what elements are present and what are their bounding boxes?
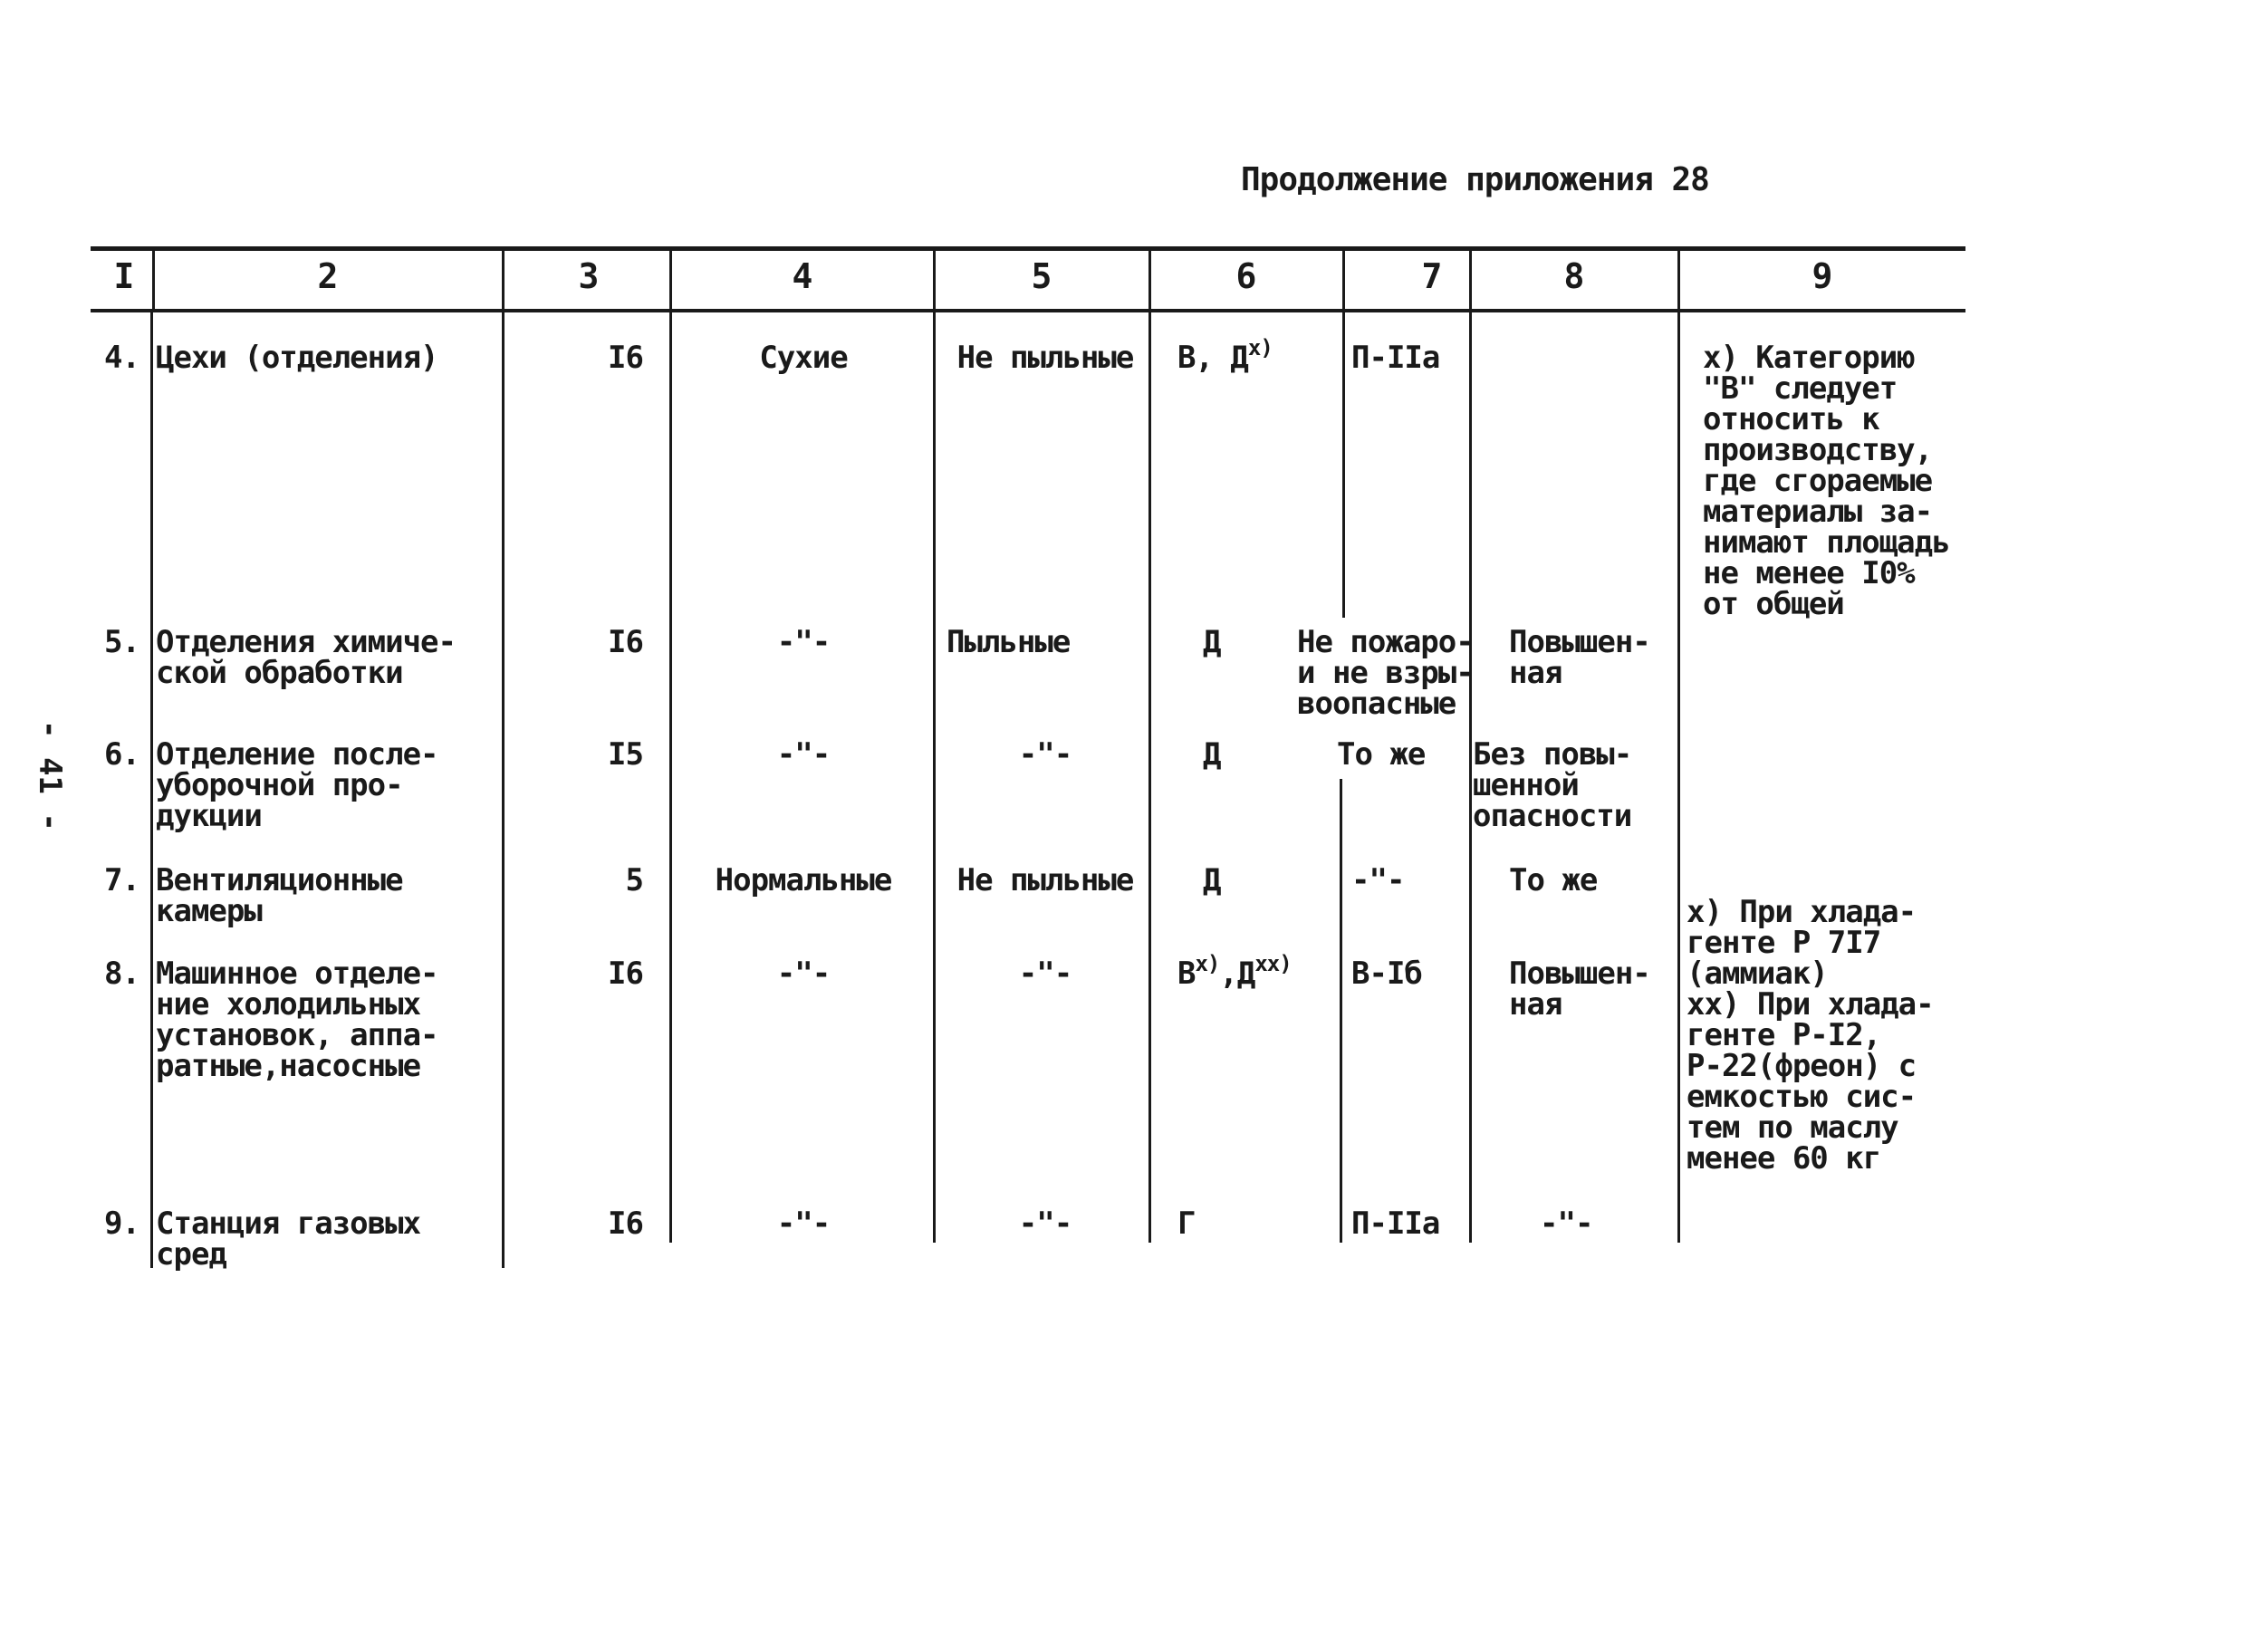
row-col-8: Повышен- ная [1509, 956, 1650, 1023]
row-col-4: -"- [776, 624, 831, 660]
row-number: 9. [104, 1206, 139, 1242]
row-col-4: Нормальные [715, 862, 892, 898]
row-col-3: I6 [608, 624, 643, 660]
header-col-8: 8 [1563, 256, 1585, 296]
row-name: Вентиляционные камеры [156, 862, 403, 929]
row-col-4: -"- [776, 956, 831, 992]
row-col-6: Д [1203, 862, 1221, 898]
header-col-4: 4 [792, 256, 813, 296]
row-col-3: 5 [625, 862, 643, 898]
row-col-6: Г [1177, 1206, 1196, 1242]
row-name: Цехи (отделения) [156, 340, 438, 376]
header-col-7: 7 [1421, 256, 1443, 296]
row-col-8: Без повы- шенной опасности [1473, 736, 1632, 834]
row-col-6-footnote-mark: x) [1247, 334, 1273, 360]
col-divider-1b [150, 312, 153, 1268]
row-number: 8. [104, 956, 139, 992]
row-number: 4. [104, 340, 139, 376]
side-page-number: - 41 - [32, 720, 68, 831]
row-col-3: I6 [608, 1206, 643, 1242]
row-col-9-note: x) Категорию "В" следует относить к производству, где сгораемые материалы за- нимают площадь не менее I0% от общей [1703, 340, 1950, 622]
row-col-3: I6 [608, 340, 643, 376]
row-number: 6. [104, 736, 139, 773]
row-col-6: Д [1203, 736, 1221, 773]
col-divider-6b [1340, 779, 1342, 1243]
row-name: Отделения химиче- ской обработки [156, 624, 456, 691]
row-col-8: -"- [1540, 1206, 1593, 1242]
row-col-5: -"- [1018, 956, 1072, 992]
col-divider-6a [1342, 246, 1345, 618]
row-col-6 [1177, 334, 1345, 376]
row-col-7: -"- [1351, 862, 1405, 898]
row-col-8: Повышен- ная [1509, 624, 1650, 691]
row-name: Станция газовых сред [156, 1206, 421, 1273]
header-col-3: 3 [578, 256, 600, 296]
row-col-6-base-1: В [1177, 956, 1196, 992]
row-col-8: То же [1509, 862, 1598, 898]
row-col-5: Не пыльные [956, 340, 1134, 376]
row-col-7: П-IIа [1351, 1206, 1440, 1242]
row-col-7: Не пожаро- и не взры- воопасные [1297, 624, 1474, 722]
row-col-6-footnote-mark-2: xx) [1254, 950, 1292, 976]
header-col-1: I [113, 256, 135, 296]
col-divider-2 [502, 246, 505, 1268]
header-col-2: 2 [317, 256, 339, 296]
table-header-rule [91, 309, 1965, 312]
row-col-6-base: В, Д [1177, 340, 1248, 376]
row-col-6: Д [1203, 624, 1221, 660]
row-col-5: -"- [1018, 736, 1072, 773]
row-number: 7. [104, 862, 139, 898]
row-number: 5. [104, 624, 139, 660]
row-name: Отделение после- уборочной про- дукции [156, 736, 438, 834]
row-col-7: П-IIа [1351, 340, 1440, 376]
header-col-5: 5 [1031, 256, 1052, 296]
header-col-6: 6 [1235, 256, 1257, 296]
row-col-4: -"- [776, 736, 831, 773]
row-col-5: Пыльные [947, 624, 1071, 660]
row-col-7: В-Iб [1351, 956, 1422, 992]
row-col-6 [1177, 950, 1345, 992]
row-col-6-footnote-mark-1: x) [1195, 950, 1220, 976]
table-top-rule [91, 246, 1965, 251]
row-col-3: I5 [608, 736, 643, 773]
row-col-4: Сухие [759, 340, 848, 376]
row-col-4: -"- [776, 1206, 831, 1242]
row-col-6-base-2: ,Д [1219, 956, 1255, 992]
row-col-7: То же [1337, 736, 1426, 773]
col-divider-7 [1469, 246, 1472, 1243]
header-col-9: 9 [1812, 256, 1833, 296]
row-col-9-note: x) При хлада- генте Р 7I7 (аммиак) xx) При хлада- генте Р-I2, Р-22(фреон) с емкостью сис- тем по маслу менее 60 кг [1687, 894, 1934, 1177]
row-col-5: Не пыльные [956, 862, 1134, 898]
row-col-3: I6 [608, 956, 643, 992]
row-col-5: -"- [1018, 1206, 1072, 1242]
row-name: Машинное отделе- ние холодильных установок, аппа- ратные,насосные [156, 956, 438, 1084]
page-caption: Продолжение приложения 28 [1241, 161, 1709, 198]
